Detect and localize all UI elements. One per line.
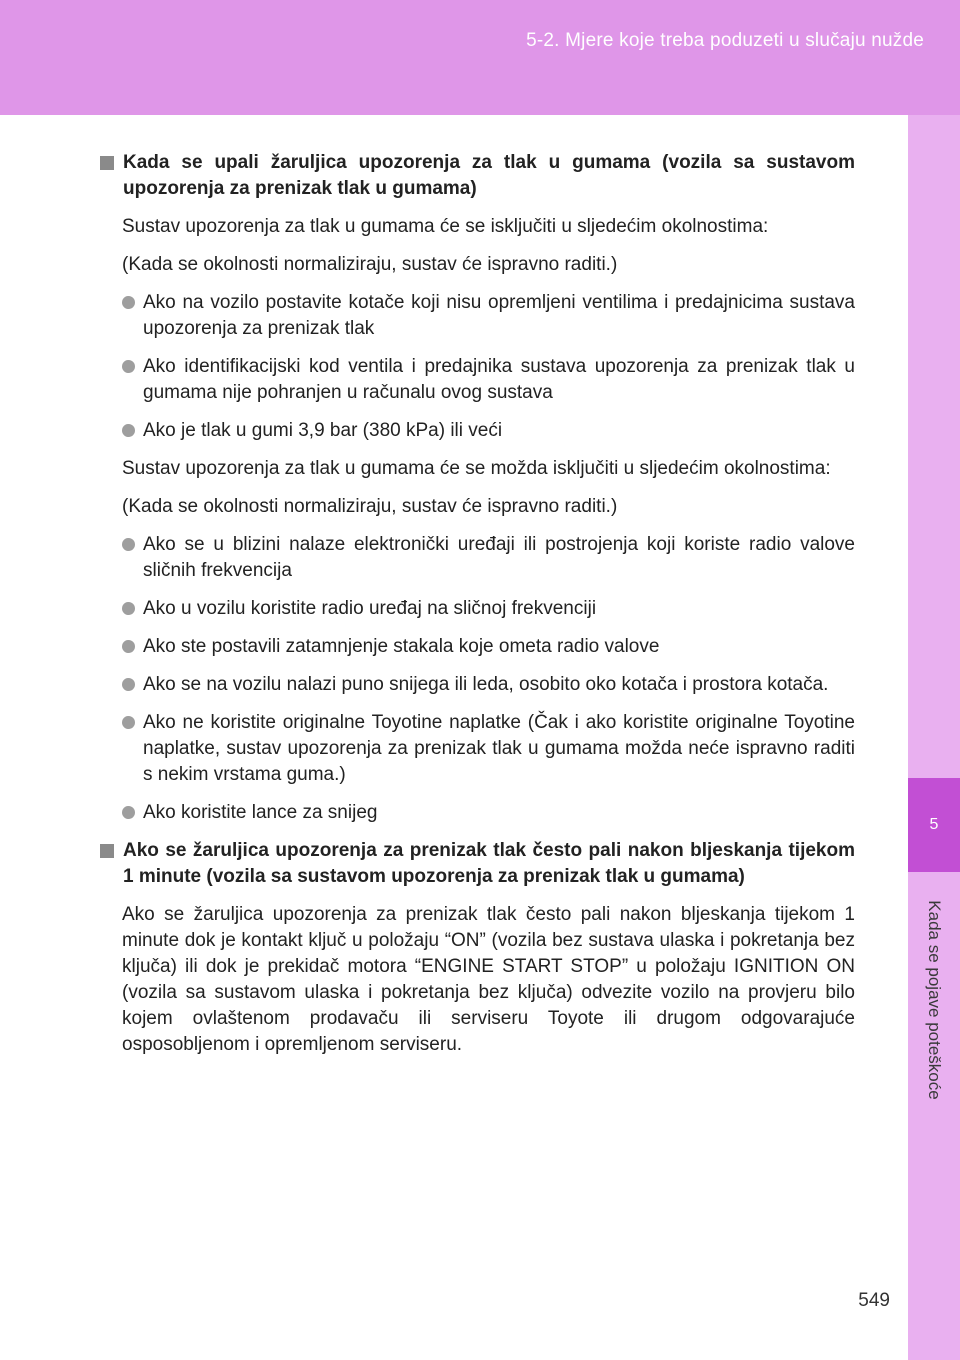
section-header-title: 5-2. Mjere koje treba poduzeti u slučaju nužde [526,30,924,51]
list-item: Ako identifikacijski kod ventila i predajnika sustava upozorenja za prenizak tlak u gumama nije pohranjen u računalu ovog sustava [122,354,855,406]
circle-bullet-icon [122,538,135,551]
circle-bullet-icon [122,716,135,729]
page-content [100,150,855,1070]
circle-bullet-icon [122,360,135,373]
circle-bullet-icon [122,424,135,437]
chapter-title-vertical: Kada se pojave poteškoće [925,900,944,1100]
paragraph: Sustav upozorenja za tlak u gumama će se isključiti u sljedećim okolnostima: [122,216,769,237]
square-bullet-icon [100,156,114,170]
list-item: Ako na vozilo postavite kotače koji nisu opremljeni ventilima i predajnicima sustava upozorenja za prenizak tlak [122,290,855,342]
circle-bullet-icon [122,806,135,819]
paragraph: (Kada se okolnosti normaliziraju, sustav će ispravno raditi.) [122,496,618,517]
list-item: Ako se u blizini nalaze elektronički uređaji ili postrojenja koji koriste radio valove sličnih frekvencija [122,532,855,584]
header-band [0,0,960,115]
chapter-number: 5 [929,816,939,833]
section-heading: Ako se žaruljica upozorenja za prenizak tlak često pali nakon bljeskanja tijekom 1 minute (vozila sa sustavom upozorenja za prenizak tlak u gumama) [100,838,855,890]
list-item: Ako ne koristite originalne Toyotine naplatke (Čak i ako koristite originalne Toyotine naplatke, sustav upozorenja za prenizak tlak u gumama možda neće ispravno raditi s nekim vrstama guma.) [122,710,855,788]
square-bullet-icon [100,844,114,858]
list-item: Ako se na vozilu nalazi puno snijega ili leda, osobito oko kotača i prostora kotača. [122,672,855,698]
list-item: Ako je tlak u gumi 3,9 bar (380 kPa) ili veći [122,418,855,444]
paragraph: (Kada se okolnosti normaliziraju, sustav će ispravno raditi.) [122,254,618,275]
paragraph: Ako se žaruljica upozorenja za prenizak tlak često pali nakon bljeskanja tijekom 1 minute dok je kontakt ključ u položaju “ON” (vozila bez sustava ulaska i pokretanja bez ključa) ili dok je prekidač motora “ENGINE START STOP” u položaju IGNITION ON (vozila sa sustavom ulaska i pokretanja bez ključa) odvezite vozilo na provjeru bilo kojem ovlaštenom prodavaču ili serviseru Toyote ili drugom odgovarajuće osposobljenom i opremljenom serviseru. [122,904,855,1055]
paragraph: Sustav upozorenja za tlak u gumama će se možda isključiti u sljedećim okolnostima: [122,458,831,479]
circle-bullet-icon [122,296,135,309]
side-tab [908,115,960,1360]
section-heading: Kada se upali žaruljica upozorenja za tlak u gumama (vozila sa sustavom upozorenja za prenizak tlak u gumama) [100,150,855,202]
circle-bullet-icon [122,678,135,691]
chapter-tab-box [908,778,960,872]
list-item: Ako koristite lance za snijeg [122,800,855,826]
circle-bullet-icon [122,602,135,615]
list-item: Ako ste postavili zatamnjenje stakala koje ometa radio valove [122,634,855,660]
page-number: 549 [858,1290,890,1311]
list-item: Ako u vozilu koristite radio uređaj na sličnoj frekvenciji [122,596,855,622]
circle-bullet-icon [122,640,135,653]
